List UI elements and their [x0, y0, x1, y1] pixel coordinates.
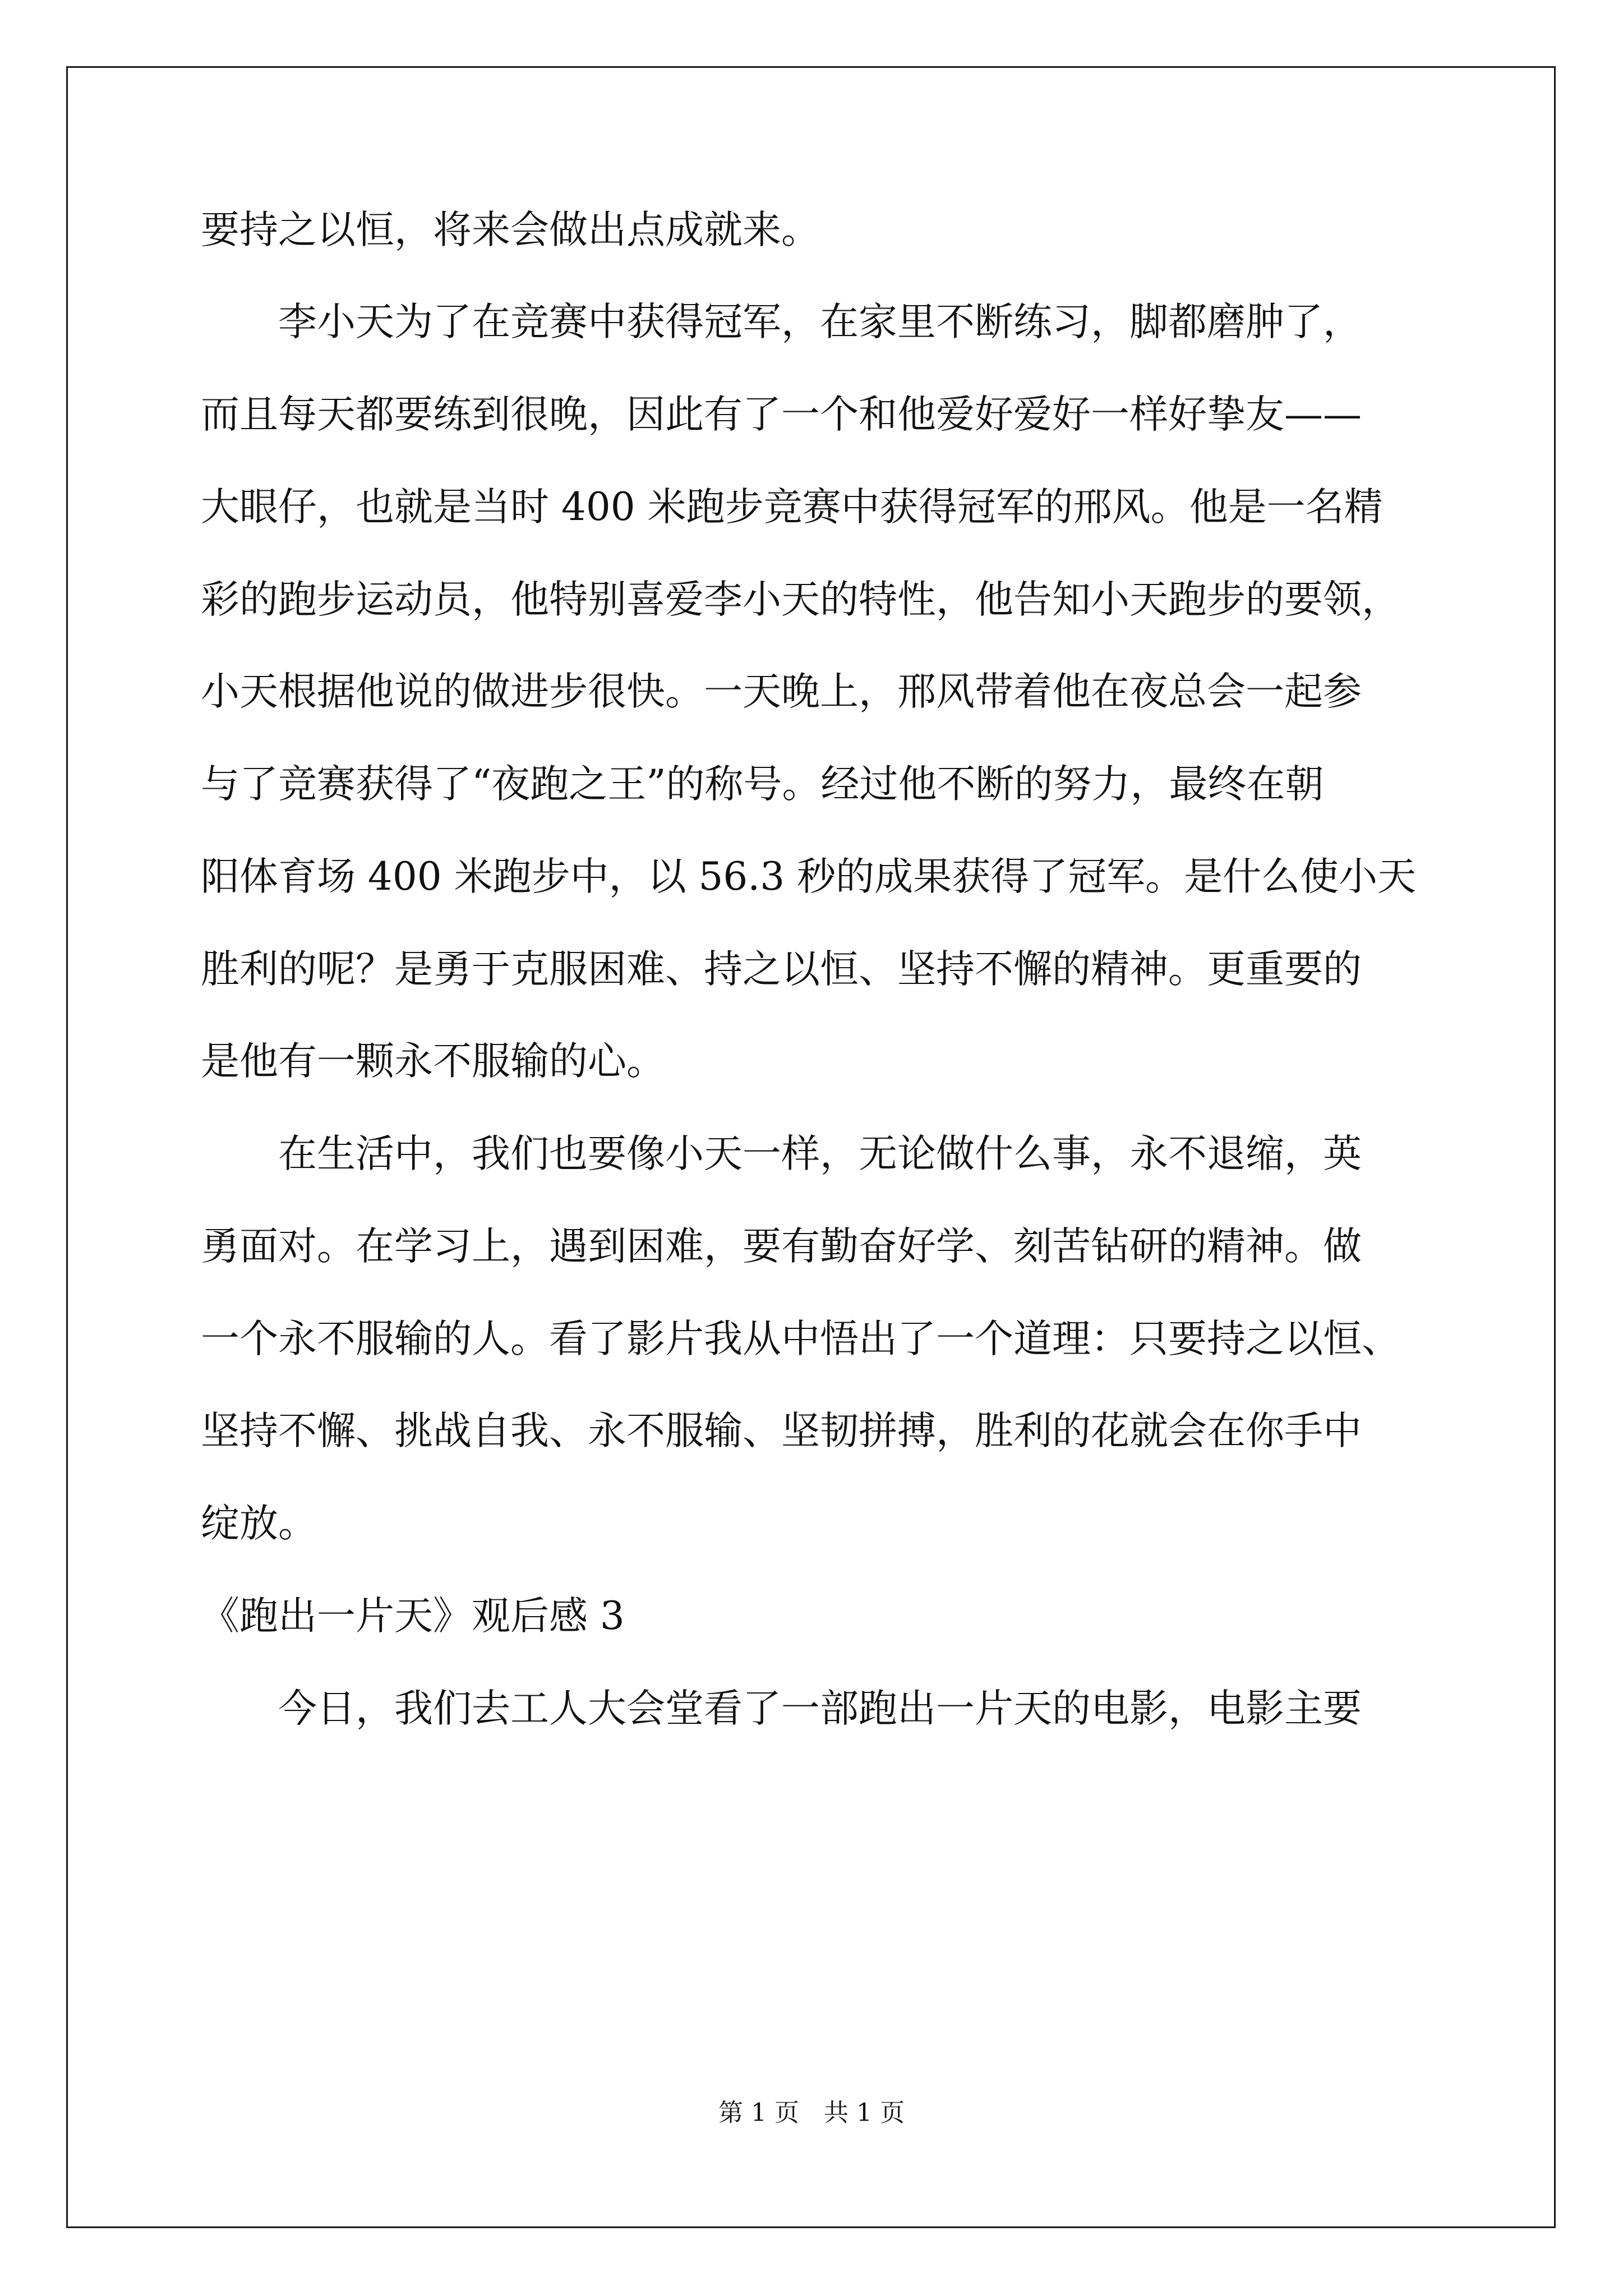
text-line: 在生活中，我们也要像小天一样，无论做什么事，永不退缩，英 [201, 1131, 1362, 1176]
text-line: 而且每天都要练到很晚，因此有了一个和他爱好爱好一样好挚友—— [201, 392, 1362, 437]
page-footer: 第 1 页 共 1 页 [718, 2099, 905, 2127]
text-line: 彩的跑步运动员，他特别喜爱李小天的特性，他告知小天跑步的要领， [201, 577, 1400, 622]
text-line: 与了竞赛获得了“夜跑之王”的称号。经过他不断的努力，最终在朝 [201, 762, 1324, 807]
text-line: 绽放。 [201, 1501, 317, 1546]
text-line: 勇面对。在学习上，遇到困难，要有勤奋好学、刻苦钻研的精神。做 [201, 1224, 1362, 1269]
text-line: 一个永不服输的人。看了影片我从中悟出了一个道理：只要持之以恒、 [201, 1317, 1400, 1361]
text-line: 小天根据他说的做进步很快。一天晚上，邢风带着他在夜总会一起参 [201, 669, 1362, 714]
text-line: 阳体育场 400 米跑步中，以 56.3 秒的成果获得了冠军。是什么使小天 [201, 854, 1417, 899]
text-line: 坚持不懈、挑战自我、永不服输、坚韧拼搏，胜利的花就会在你手中 [201, 1409, 1362, 1453]
section-heading: 《跑出一片天》观后感 3 [201, 1594, 625, 1639]
text-line: 今日，我们去工人大会堂看了一部跑出一片天的电影，电影主要 [201, 1686, 1362, 1731]
text-line: 李小天为了在竞赛中获得冠军，在家里不断练习，脚都磨肿了， [201, 300, 1362, 344]
text-line: 要持之以恒，将来会做出点成就来。 [201, 208, 820, 252]
text-line: 大眼仔，也就是当时 400 米跑步竞赛中获得冠军的邢风。他是一名精 [201, 485, 1383, 530]
text-line: 是他有一颗永不服输的心。 [201, 1039, 665, 1084]
text-line: 胜利的呢？是勇于克服困难、持之以恒、坚持不懈的精神。更重要的 [201, 947, 1362, 992]
